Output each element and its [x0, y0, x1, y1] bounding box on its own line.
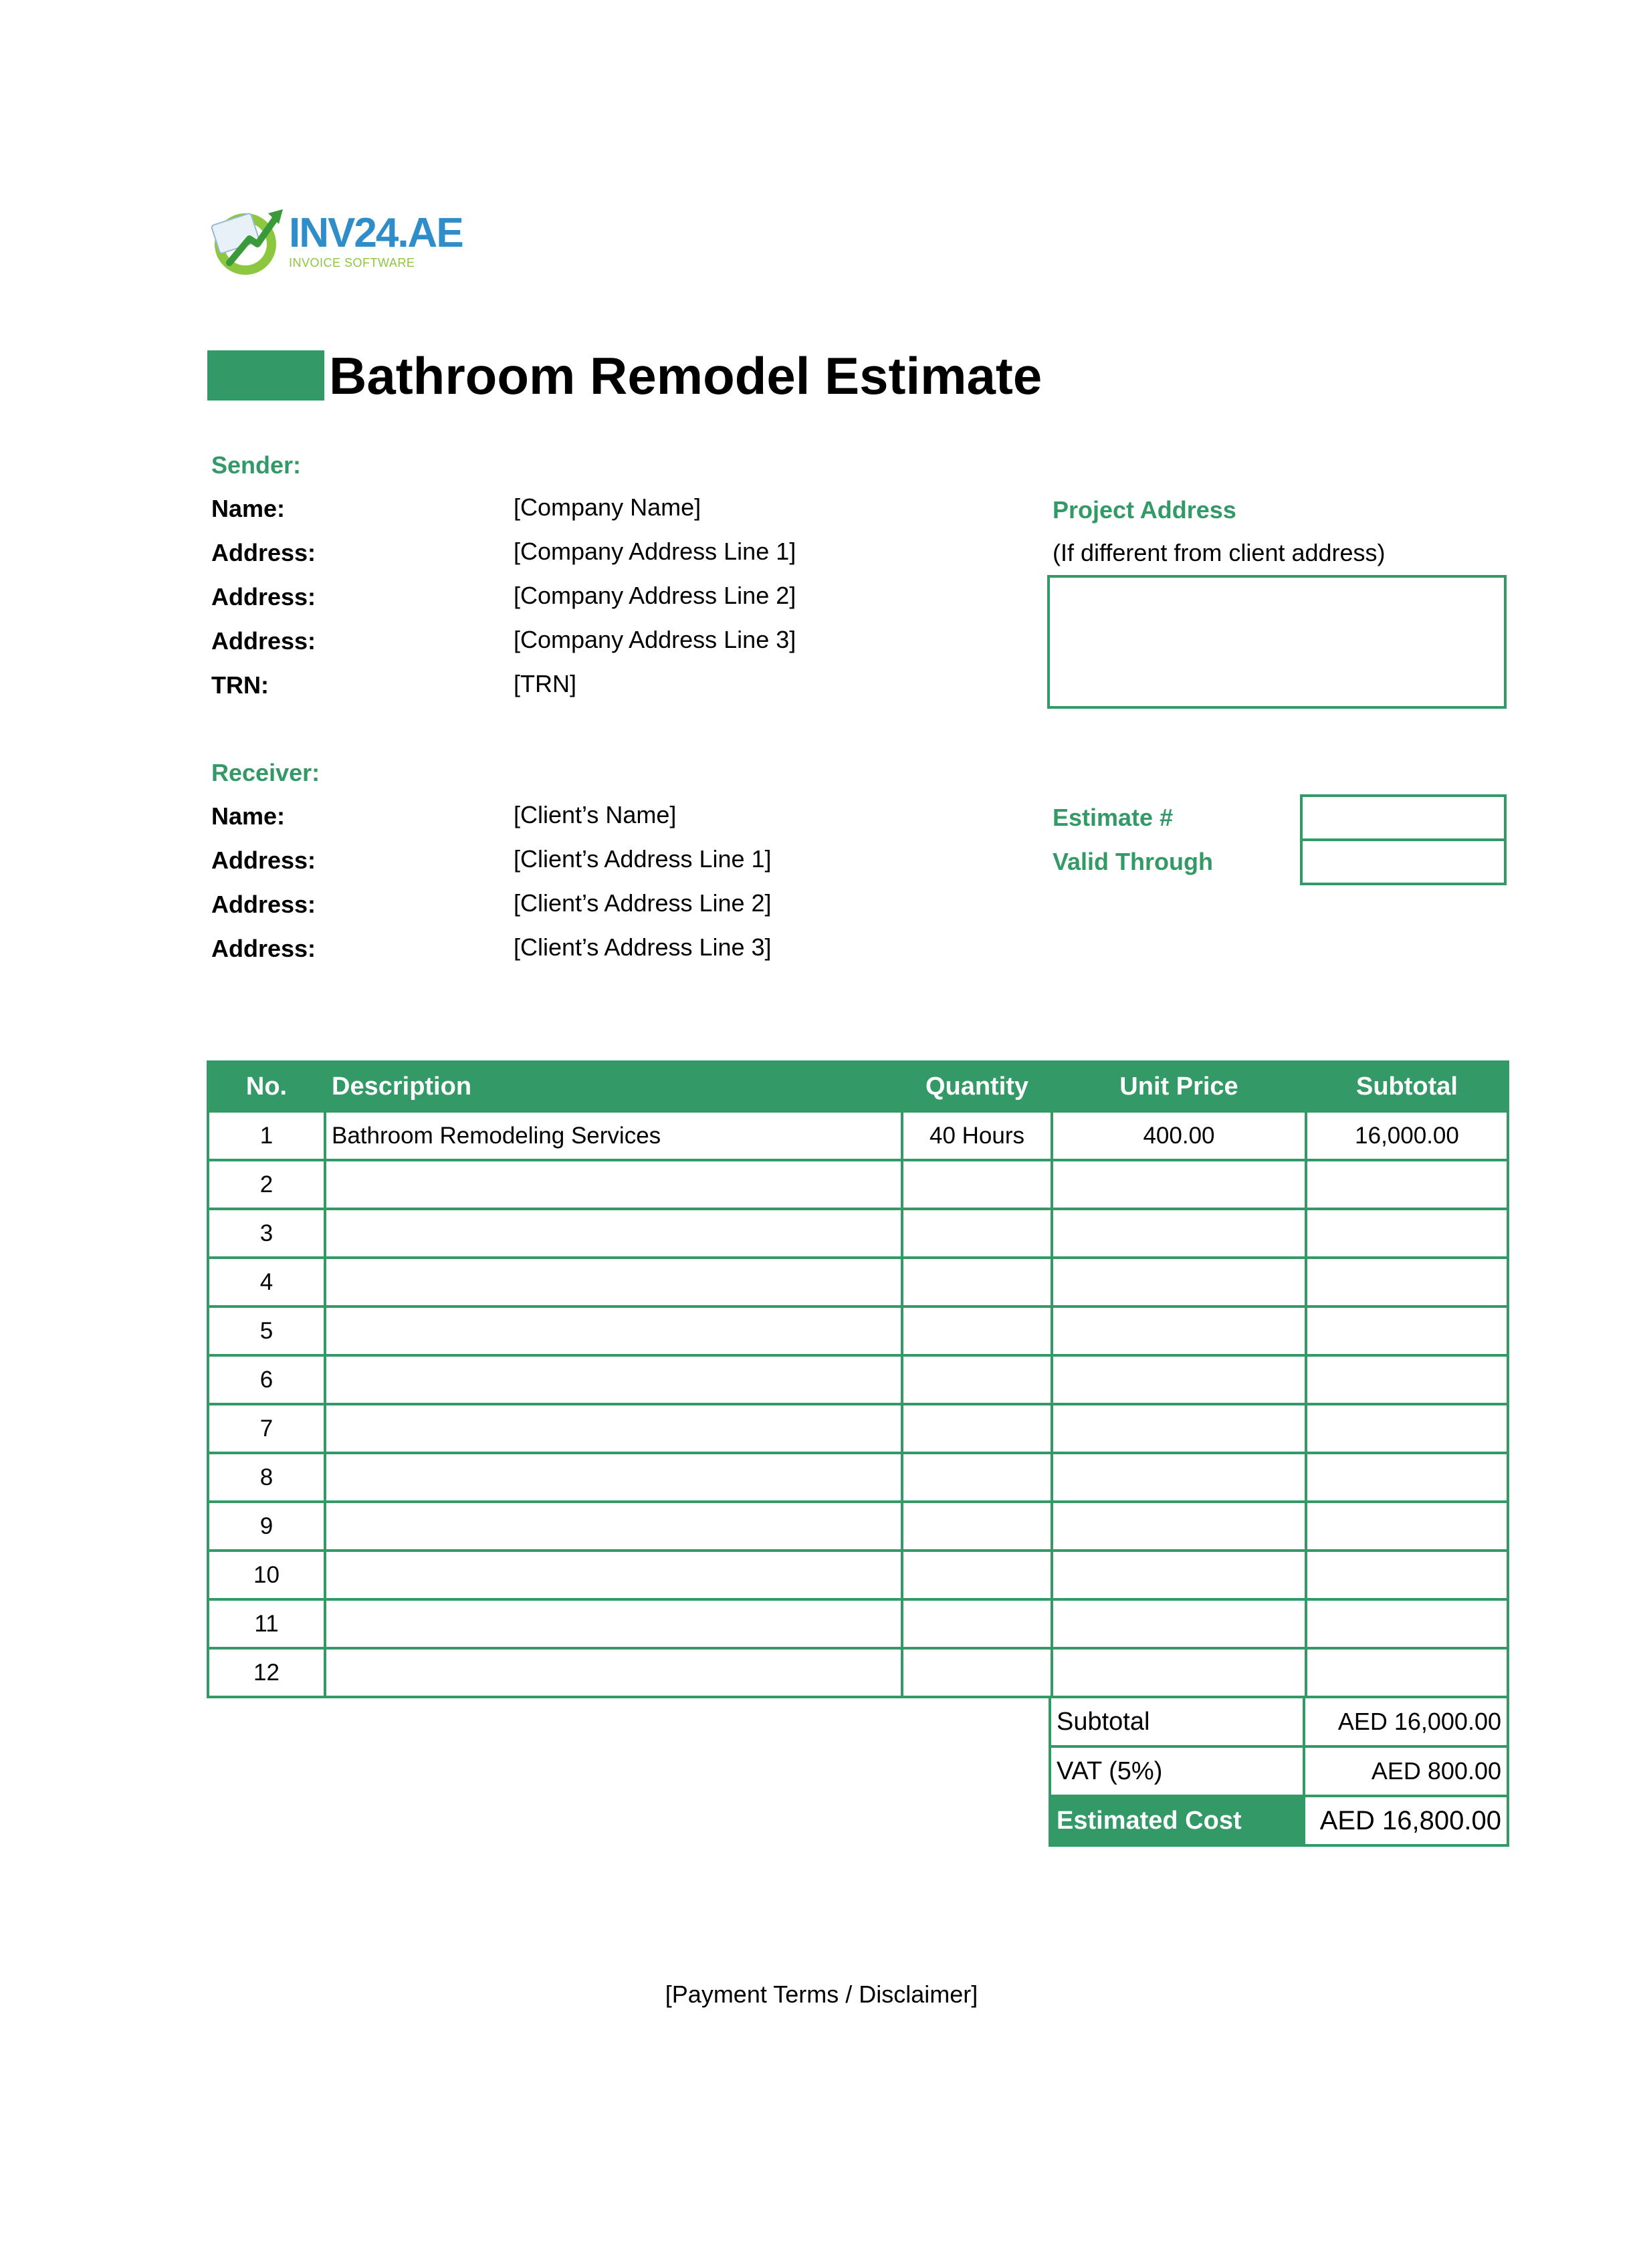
row-number: 3 — [208, 1209, 325, 1258]
row-number: 12 — [208, 1648, 325, 1697]
sender-name-label: Name: — [211, 495, 286, 522]
receiver-address2-label: Address: — [211, 891, 316, 918]
row-description[interactable] — [325, 1551, 902, 1599]
sender-name-value: [Company Name] — [514, 493, 701, 521]
project-address-heading: Project Address — [1053, 496, 1236, 524]
row-description[interactable] — [325, 1307, 902, 1355]
estimated-cost-value: AED 16,800.00 — [1304, 1796, 1508, 1845]
row-description[interactable] — [325, 1404, 902, 1453]
row-quantity[interactable] — [902, 1599, 1052, 1648]
row-number: 2 — [208, 1160, 325, 1209]
sender-address1-value: [Company Address Line 1] — [514, 538, 796, 565]
valid-through-field[interactable] — [1300, 838, 1507, 885]
row-description[interactable] — [325, 1258, 902, 1307]
table-row — [208, 1209, 1508, 1258]
row-unit-price[interactable]: 400.00 — [1052, 1111, 1306, 1160]
row-unit-price[interactable] — [1052, 1307, 1306, 1355]
row-quantity[interactable]: 40 Hours — [902, 1111, 1052, 1160]
logo-tagline: INVOICE SOFTWARE — [289, 256, 415, 269]
row-description[interactable] — [325, 1209, 902, 1258]
vat-value: AED 800.00 — [1304, 1746, 1508, 1796]
table-row — [208, 1111, 1508, 1160]
valid-through-label: Valid Through — [1053, 848, 1213, 875]
row-quantity[interactable] — [902, 1307, 1052, 1355]
sender-trn-label: TRN: — [211, 671, 269, 699]
row-number: 10 — [208, 1551, 325, 1599]
row-description[interactable] — [325, 1599, 902, 1648]
receiver-name-value: [Client’s Name] — [514, 801, 677, 828]
title-accent-bar — [207, 350, 324, 401]
table-row — [208, 1551, 1508, 1599]
header-unit-price: Unit Price — [1052, 1062, 1306, 1111]
row-subtotal — [1306, 1551, 1508, 1599]
line-items-table — [207, 1060, 1509, 1698]
row-number: 5 — [208, 1307, 325, 1355]
row-quantity[interactable] — [902, 1551, 1052, 1599]
subtotal-value: AED 16,000.00 — [1304, 1697, 1508, 1746]
row-unit-price[interactable] — [1052, 1551, 1306, 1599]
vat-row — [1050, 1746, 1508, 1796]
project-address-note: (If different from client address) — [1053, 539, 1386, 566]
receiver-address1-label: Address: — [211, 846, 316, 874]
row-number: 6 — [208, 1355, 325, 1404]
table-row — [208, 1355, 1508, 1404]
row-subtotal — [1306, 1209, 1508, 1258]
row-subtotal — [1306, 1599, 1508, 1648]
sender-address3-value: [Company Address Line 3] — [514, 626, 796, 653]
receiver-name-label: Name: — [211, 802, 286, 830]
document-title: Bathroom Remodel Estimate — [329, 346, 1043, 405]
row-unit-price[interactable] — [1052, 1258, 1306, 1307]
row-quantity[interactable] — [902, 1258, 1052, 1307]
row-unit-price[interactable] — [1052, 1599, 1306, 1648]
header-subtotal: Subtotal — [1306, 1062, 1508, 1111]
table-row — [208, 1502, 1508, 1551]
table-row — [208, 1307, 1508, 1355]
row-unit-price[interactable] — [1052, 1404, 1306, 1453]
row-quantity[interactable] — [902, 1502, 1052, 1551]
row-quantity[interactable] — [902, 1404, 1052, 1453]
row-subtotal — [1306, 1404, 1508, 1453]
row-number: 9 — [208, 1502, 325, 1551]
receiver-address2-value: [Client’s Address Line 2] — [514, 889, 772, 917]
row-quantity[interactable] — [902, 1355, 1052, 1404]
row-description[interactable] — [325, 1502, 902, 1551]
subtotal-label: Subtotal — [1050, 1697, 1304, 1746]
vat-label: VAT (5%) — [1050, 1746, 1304, 1796]
row-number: 11 — [208, 1599, 325, 1648]
logo-wordmark: INV24.AE — [289, 210, 463, 256]
table-row — [208, 1648, 1508, 1697]
row-quantity[interactable] — [902, 1209, 1052, 1258]
table-row — [208, 1258, 1508, 1307]
estimated-cost-label: Estimated Cost — [1050, 1796, 1304, 1845]
payment-terms-disclaimer: [Payment Terms / Disclaimer] — [665, 1980, 978, 2008]
project-address-box[interactable] — [1047, 575, 1507, 709]
row-quantity[interactable] — [902, 1648, 1052, 1697]
row-description[interactable] — [325, 1355, 902, 1404]
row-unit-price[interactable] — [1052, 1209, 1306, 1258]
table-row — [208, 1453, 1508, 1502]
table-row — [208, 1404, 1508, 1453]
header-no: No. — [208, 1062, 325, 1111]
row-unit-price[interactable] — [1052, 1355, 1306, 1404]
sender-address2-label: Address: — [211, 583, 316, 610]
row-number: 8 — [208, 1453, 325, 1502]
row-description[interactable]: Bathroom Remodeling Services — [325, 1111, 902, 1160]
row-subtotal — [1306, 1307, 1508, 1355]
row-unit-price[interactable] — [1052, 1453, 1306, 1502]
row-number: 4 — [208, 1258, 325, 1307]
table-row — [208, 1160, 1508, 1209]
sender-trn-value: [TRN] — [514, 670, 576, 697]
row-description[interactable] — [325, 1648, 902, 1697]
row-subtotal — [1306, 1160, 1508, 1209]
row-subtotal: 16,000.00 — [1306, 1111, 1508, 1160]
row-number: 1 — [208, 1111, 325, 1160]
table-header-row — [208, 1062, 1508, 1111]
receiver-address3-value: [Client’s Address Line 3] — [514, 933, 772, 961]
row-unit-price[interactable] — [1052, 1160, 1306, 1209]
row-number: 7 — [208, 1404, 325, 1453]
row-subtotal — [1306, 1648, 1508, 1697]
row-quantity[interactable] — [902, 1453, 1052, 1502]
header-description: Description — [325, 1062, 902, 1111]
sender-heading: Sender: — [211, 451, 302, 479]
row-subtotal — [1306, 1258, 1508, 1307]
row-subtotal — [1306, 1502, 1508, 1551]
row-subtotal — [1306, 1355, 1508, 1404]
estimated-cost-row — [1050, 1796, 1508, 1845]
row-description[interactable] — [325, 1160, 902, 1209]
sender-address2-value: [Company Address Line 2] — [514, 582, 796, 609]
subtotal-row — [1050, 1697, 1508, 1746]
sender-address1-label: Address: — [211, 539, 316, 566]
table-row — [208, 1599, 1508, 1648]
row-unit-price[interactable] — [1052, 1502, 1306, 1551]
row-subtotal — [1306, 1453, 1508, 1502]
row-unit-price[interactable] — [1052, 1648, 1306, 1697]
row-description[interactable] — [325, 1453, 902, 1502]
receiver-address1-value: [Client’s Address Line 1] — [514, 845, 772, 873]
receiver-heading: Receiver: — [211, 759, 320, 786]
row-quantity[interactable] — [902, 1160, 1052, 1209]
header-quantity: Quantity — [902, 1062, 1052, 1111]
estimate-number-label: Estimate # — [1053, 804, 1174, 831]
totals-table — [1049, 1696, 1509, 1847]
sender-address3-label: Address: — [211, 627, 316, 655]
estimate-number-field[interactable] — [1300, 794, 1507, 841]
receiver-address3-label: Address: — [211, 935, 316, 962]
